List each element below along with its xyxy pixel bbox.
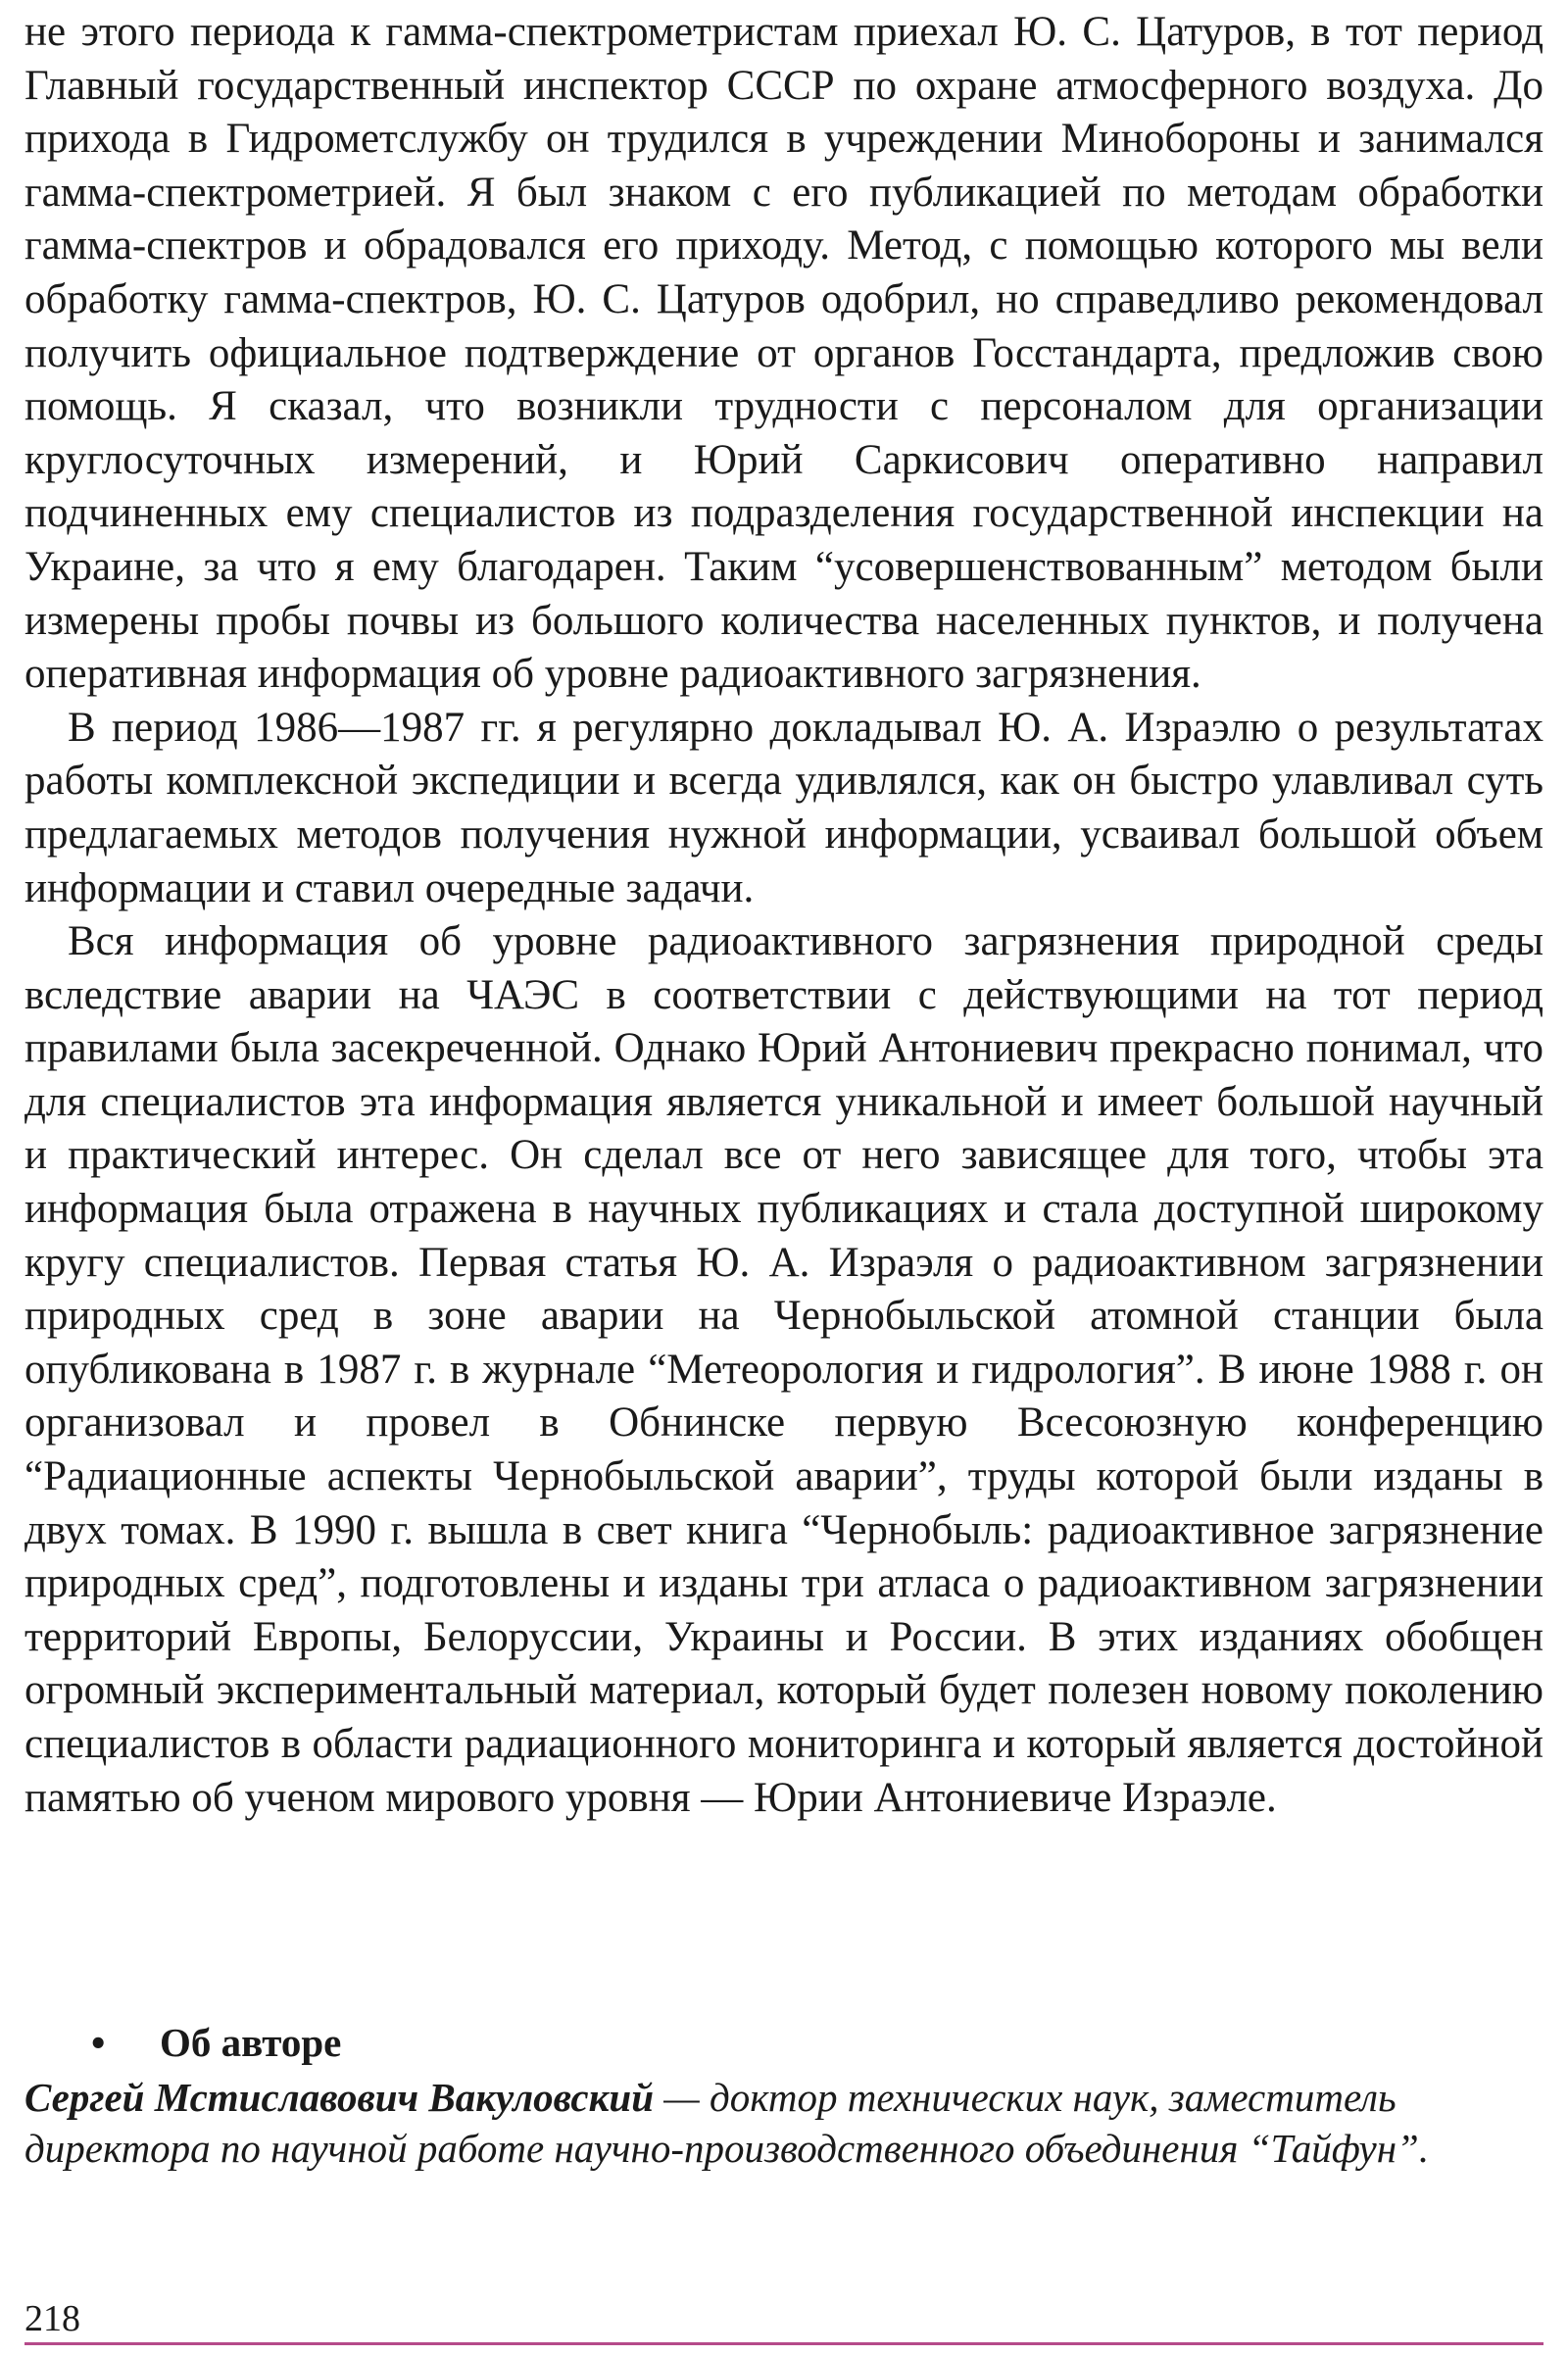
bullet-icon: • — [91, 2020, 106, 2065]
page-number: 218 — [24, 2298, 80, 2339]
about-author-section — [24, 2017, 1544, 2174]
author-description: — доктор технических наук, заместитель директора по научной работе научно-производственного объединения “Тайфун”. — [24, 2075, 1430, 2171]
page-footer — [24, 2297, 1544, 2340]
paragraph-3: Вся информация об уровне радиоактивного загрязнения природной среды вследствие аварии на ЧАЭС в соответствии с действующими на тот период правилами была засекреченной. Однако Юрий Антониевич прекрасно понимал, что для специалистов эта информация является уникальной и имеет большой научный и практический интерес. Он сделал все от него зависящее для того, чтобы эта информация была отражена в научных публикациях и стала доступной широкому кругу специалистов. Первая статья Ю. А. Израэля о радиоактивном загрязнении природных сред в зоне аварии на Чернобыльской атомной станции была опубликована в 1987 г. в журнале “Метеорология и гидрология”. В июне 1988 г. он организовал и провел в Обнинске первую Всесоюзную конференцию “Радиационные аспекты Чернобыльской аварии”, труды которой были изданы в двух томах. В 1990 г. вышла в свет книга “Чернобыль: радиоактивное загрязнение природных сред”, подготовлены и изданы три атласа о радиоактивном загрязнении территорий Европы, Белоруссии, Украины и России. В этих изданиях обобщен огромный экспериментальный материал, который будет полезен новому поколению специалистов в области радиационного мониторинга и который является достойной памятью об ученом мирового уровня — Юрии Антониевиче Израэле. — [24, 918, 1544, 1821]
article-body — [24, 6, 1544, 1825]
about-author-heading-text: Об авторе — [160, 2020, 342, 2065]
paragraph-1: не этого периода к гамма-спектрометристам приехал Ю. С. Цатуров, в тот период Главный государственный инспектор СССР по охране атмосферного воздуха. До прихода в Гидрометслужбу он трудился в учреждении Минобороны и занимался гамма-спектрометрией. Я был знаком с его публикацией по методам обработки гамма-спектров и обрадовался его приходу. Метод, с помощью которого мы вели обработку гамма-спектров, Ю. С. Цатуров одобрил, но справедливо рекомендовал получить официальное подтверждение от органов Госстандарта, предложив свою помощь. Я сказал, что возникли трудности с персоналом для организации круглосуточных измерений, и Юрий Саркисович оперативно направил подчиненных ему специалистов из подразделения государственной инспекции на Украине, за что я ему благодарен. Таким “усовершенствованным” методом были измерены пробы почвы из большого количества населенных пунктов, и получена оперативная информация об уровне радиоактивного загрязнения. — [24, 9, 1544, 698]
about-author-text — [24, 2072, 1544, 2174]
author-name: Сергей Мстиславович Вакуловский — [24, 2075, 655, 2120]
footer-rule — [24, 2342, 1544, 2345]
about-author-heading — [24, 2017, 1544, 2068]
paragraph-2: В период 1986—1987 гг. я регулярно докладывал Ю. А. Израэлю о результатах работы комплексной экспедиции и всегда удивлялся, как он быстро улавливал суть предлагаемых методов получения нужной информации, усваивал большой объем информации и ставил очередные задачи. — [24, 704, 1544, 911]
